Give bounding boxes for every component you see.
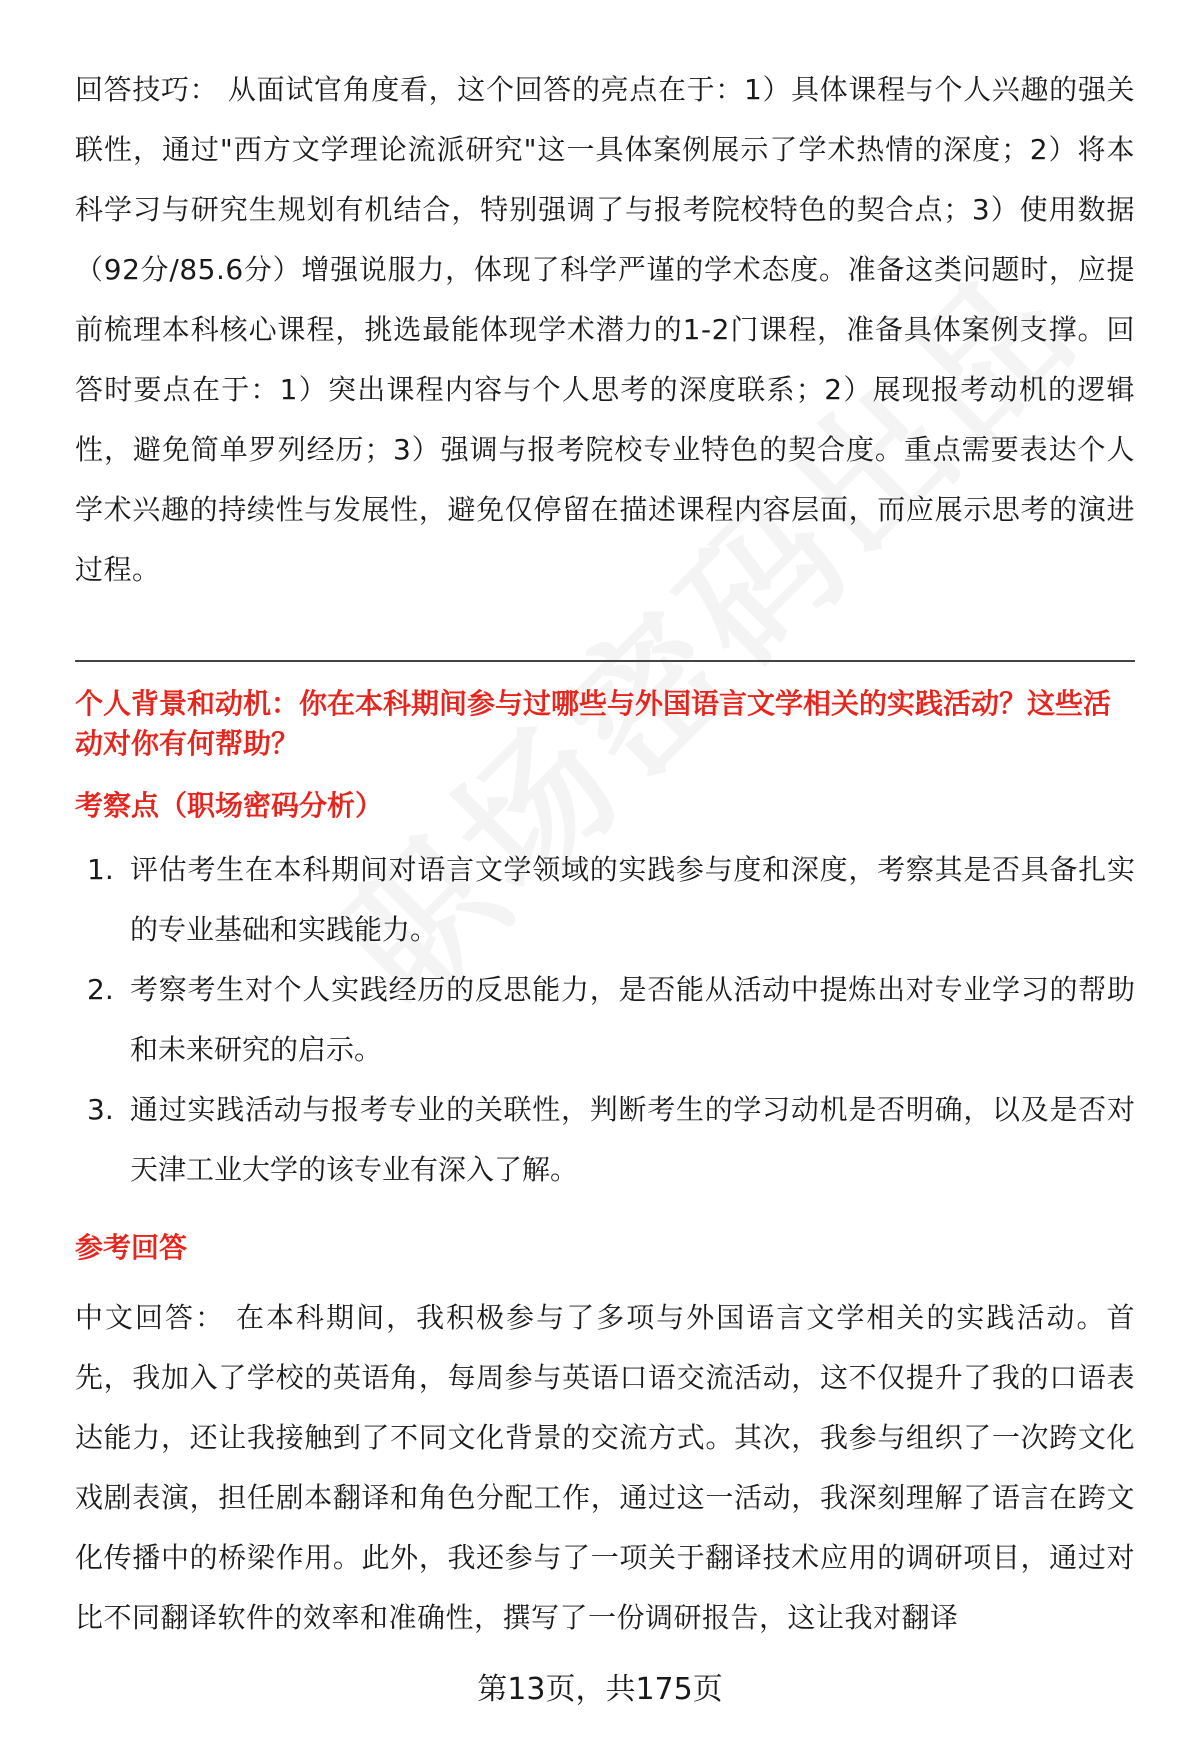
list-number: 3. [87,1093,114,1126]
list-item [75,960,1135,1080]
list-item [75,1080,1135,1200]
exam-points-list [75,840,1135,1200]
list-item [75,840,1135,960]
reference-answer-paragraph: 中文回答： 在本科期间，我积极参与了多项与外国语言文学相关的实践活动。首先，我加入了学校的英语角，每周参与英语口语交流活动，这不仅提升了我的口语表达能力，还让我接触到了不同文化背景的交流方式。其次，我参与组织了一次跨文化戏剧表演，担任剧本翻译和角色分配工作，通过这一活动，我深刻理解了语言在跨文化传播中的桥梁作用。此外，我还参与了一项关于翻译技术应用的调研项目，通过对比不同翻译软件的效率和准确性，撰写了一份调研报告，这让我对翻译 [75,1301,1135,1634]
answer-tips-paragraph: 回答技巧： 从面试官角度看，这个回答的亮点在于：1）具体课程与个人兴趣的强关联性，通过"西方文学理论流派研究"这一具体案例展示了学术热情的深度；2）将本科学习与研究生规划有机结合，特别强调了与报考院校特色的契合点；3）使用数据（92分/85.6分）增强说服力，体现了科学严谨的学术态度。准备这类问题时，应提前梳理本科核心课程，挑选最能体现学术潜力的1-2门课程，准备具体案例支撑。回答时要点在于：1）突出课程内容与个人思考的深度联系；2）展现报考动机的逻辑性，避免简单罗列经历；3）强调与报考院校专业特色的契合度。重点需要表达个人学术兴趣的持续性与发展性，避免仅停留在描述课程内容层面，而应展示思考的演进过程。 [75,73,1135,586]
question-heading: 个人背景和动机：你在本科期间参与过哪些与外国语言文学相关的实践活动？这些活动对你有何帮助？ [75,687,1112,760]
page-footer: 第13页，共175页 [477,1672,723,1707]
document-page [75,60,1135,1648]
list-item-text: 评估考生在本科期间对语言文学领域的实践参与度和深度，考察其是否具备扎实的专业基础和实践能力。 [130,853,1135,946]
reference-answer-heading: 参考回答 [75,1231,188,1264]
list-item-text: 通过实践活动与报考专业的关联性，判断考生的学习动机是否明确，以及是否对天津工业大学的该专业有深入了解。 [130,1093,1135,1186]
list-number: 1. [87,853,114,886]
list-number: 2. [87,973,114,1006]
section-divider [75,660,1135,662]
list-item-text: 考察考生对个人实践经历的反思能力，是否能从活动中提炼出对专业学习的帮助和未来研究的启示。 [130,973,1135,1066]
exam-points-heading: 考察点（职场密码分析） [75,789,384,822]
